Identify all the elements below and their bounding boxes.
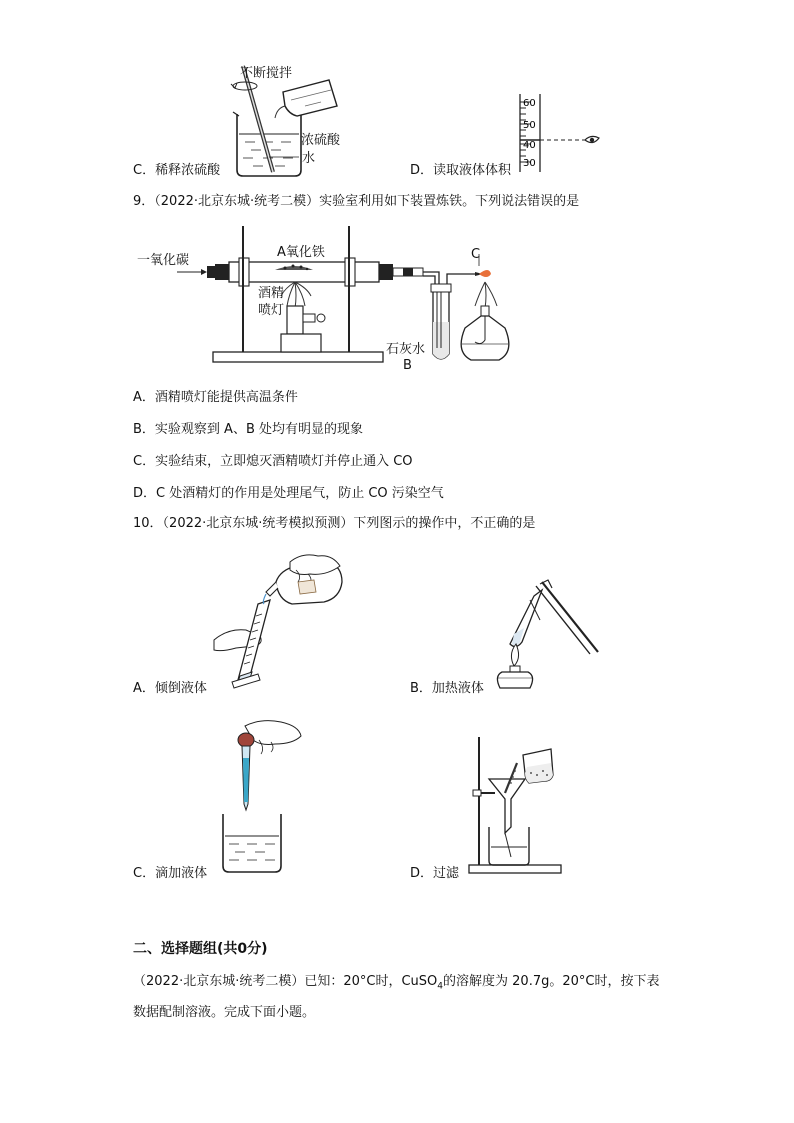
section-2-line-1-a: （2022·北京东城·统考二模）已知：20°C时，CuSO	[133, 974, 438, 989]
q9-stem: 9．（2022·北京东城·统考二模）实验室利用如下装置炼铁。下列说法错误的是	[133, 194, 580, 209]
q10-option-b: B．加热液体	[410, 681, 484, 696]
fig-c-acid-label: 浓硫酸	[301, 133, 341, 148]
figure-pouring-liquid	[210, 552, 350, 688]
figure-filtration	[465, 735, 565, 875]
fig-d-tick-50: 50	[523, 120, 536, 131]
fig-d-tick-60: 60	[523, 98, 536, 109]
fig-c-water-label: 水	[302, 151, 316, 166]
q8-option-d: D．读取液体体积	[410, 163, 512, 178]
fig-a-label: A氧化铁	[277, 245, 325, 260]
fig-co-label: 一氧化碳	[137, 253, 190, 268]
q10-option-c: C．滴加液体	[133, 866, 208, 881]
fig-c-stir-label: 不断搅拌	[240, 66, 293, 81]
figure-read-volume	[505, 90, 605, 172]
fig-lamp-label-2: 喷灯	[258, 303, 285, 318]
q9-option-d: D．C 处酒精灯的作用是处理尾气，防止 CO 污染空气	[133, 486, 444, 501]
q10-stem: 10．（2022·北京东城·统考模拟预测）下列图示的操作中，不正确的是	[133, 516, 536, 531]
figure-heating-liquid	[490, 580, 605, 690]
fig-lamp-label-1: 酒精	[258, 286, 285, 301]
figure-dropping-liquid	[215, 718, 305, 874]
section-2-line-1-b: 的溶解度为 20.7g。20°C时，按下表	[443, 974, 660, 989]
q10-option-a: A．倾倒液体	[133, 681, 207, 696]
q9-option-b: B．实验观察到 A、B 处均有明显的现象	[133, 422, 363, 437]
figure-iron-smelting	[135, 222, 535, 372]
q10-option-d: D．过滤	[410, 866, 460, 881]
fig-b-label: B	[403, 358, 412, 373]
section-2-line-1	[133, 974, 659, 995]
fig-d-tick-40: 40	[523, 140, 536, 151]
fig-c-label: C	[471, 247, 481, 262]
section-2-heading: 二、选择题组(共0分)	[133, 941, 268, 957]
q9-option-c: C．实验结束，立即熄灭酒精喷灯并停止通入 CO	[133, 454, 413, 469]
q9-option-a: A．酒精喷灯能提供高温条件	[133, 390, 298, 405]
fig-limewater-label: 石灰水	[386, 342, 426, 357]
cuso4-subscript: 4	[437, 981, 444, 992]
q8-option-c: C．稀释浓硫酸	[133, 163, 221, 178]
fig-d-tick-30: 30	[523, 158, 536, 169]
section-2-line-2: 数据配制溶液。完成下面小题。	[133, 1005, 316, 1020]
